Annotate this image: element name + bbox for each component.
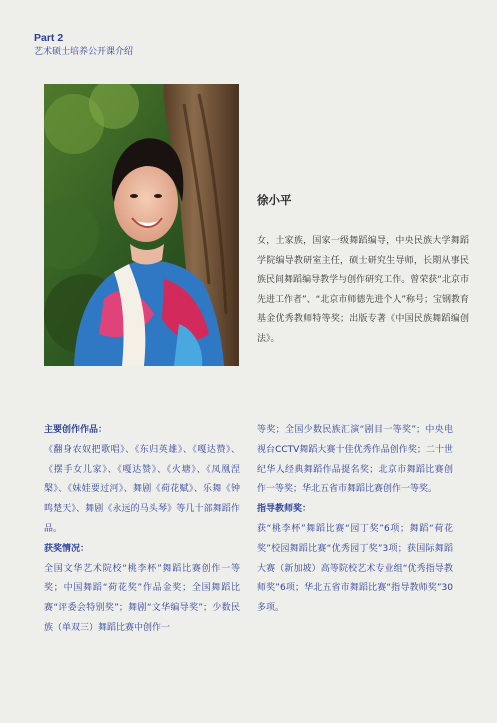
right-column (257, 421, 453, 619)
part-label: Part 2 (34, 32, 64, 44)
awards-text-continued: 等奖；全国少数民族汇演“剧目一等奖”；中央电视台CCTV舞蹈大赛十佳优秀作品创作奖；二十世纪华人经典舞蹈作品提名奖；北京市舞蹈比赛创作一等奖；华北五省市舞蹈比赛创作一等奖。 (257, 425, 453, 495)
person-bio: 女，土家族，国家一级舞蹈编导，中央民族大学舞蹈学院编导教研室主任，硕士研究生导师，长期从事民族民间舞蹈编导教学与创作研究工作。曾荣获“北京市先进工作者”、“北京市师德先进个人”称号；宝钢教育基金优秀教师特等奖；出版专著《中国民族舞蹈编创法》。 (257, 236, 469, 344)
page-header (34, 32, 133, 59)
teacher-award-heading: 指导教师奖： (257, 504, 312, 515)
portrait-photo (44, 84, 239, 366)
awards-heading: 获奖情况： (44, 543, 90, 554)
works-heading: 主要创作作品： (44, 425, 108, 435)
awards-text: 全国文华艺术院校“桃李杯”舞蹈比赛创作一等奖；中国舞蹈“荷花奖”作品金奖；全国舞蹈比赛“评委会特别奖”；舞剧“文华编导奖”；少数民族（单双三）舞蹈比赛中创作一 (44, 563, 240, 633)
teacher-award-text: 获“桃李杯”舞蹈比赛“园丁奖”6项；舞蹈“荷花奖”校园舞蹈比赛“优秀园丁奖”3项；获国际舞蹈大赛（新加坡）高等院校艺术专业组“优秀指导教师奖”6项；华北五省市舞蹈比赛“指导教师奖”30多项。 (257, 523, 453, 614)
person-name: 徐小平 (257, 193, 292, 207)
works-text: 《翻身农奴把歌唱》、《东归英雄》、《嘎达赞》、《摆手女儿家》、《嘎达赞》、《火塘》、《凤凰涅槃》、《妹娃要过河》、舞剧《荷花赋》、乐舞《钟鸣楚天》、舞剧《永远的马头琴》等几十部舞蹈作品。 (44, 444, 240, 534)
section-subtitle: 艺术硕士培养公开课介绍 (34, 47, 134, 57)
left-column (44, 421, 240, 639)
